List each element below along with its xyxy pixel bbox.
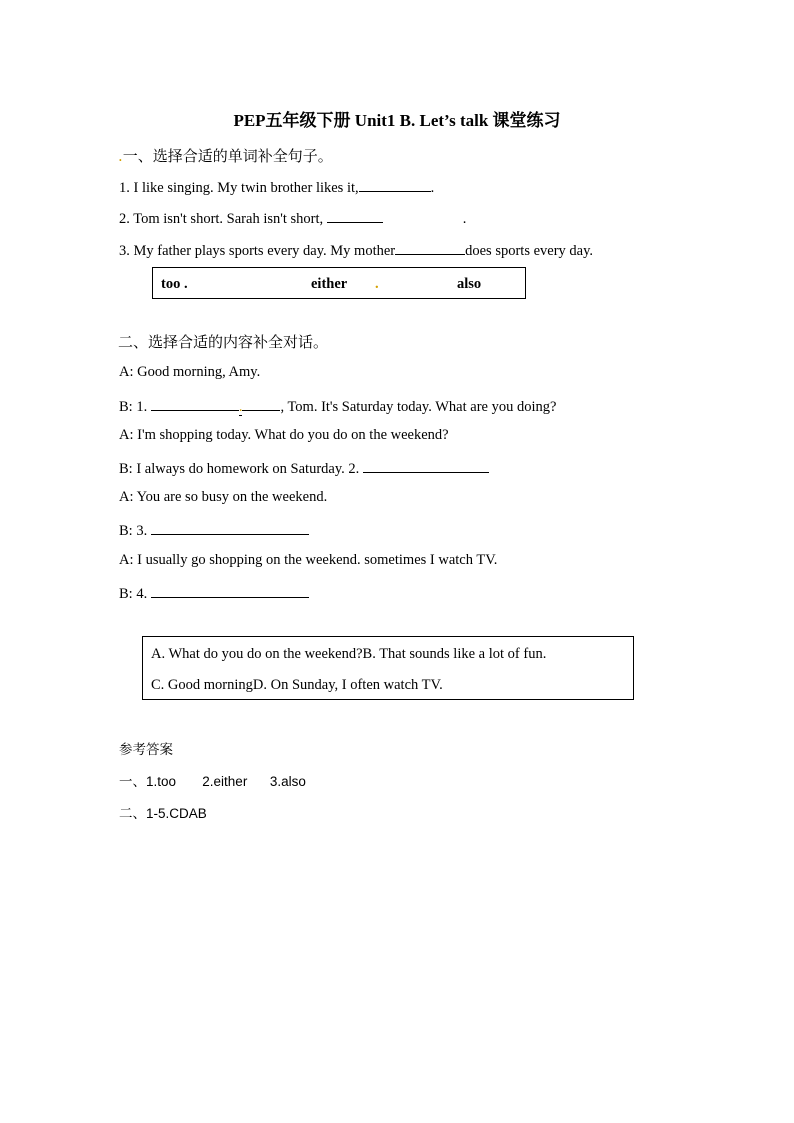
answers-line-2-text: 1-5.CDAB	[146, 806, 207, 821]
mark-dot: .	[118, 147, 123, 165]
dialogue-line-8-text: B: 4.	[119, 586, 151, 602]
answers-line-1-prefix: 一、	[119, 774, 146, 790]
dialogue-line-6-text: B: 3.	[119, 523, 151, 539]
answers-line-1-text: 1.too 2.either 3.also	[146, 774, 306, 789]
mark-dot: .	[238, 399, 243, 415]
dialogue-line-6	[119, 520, 309, 540]
answer-blank[interactable]	[151, 396, 239, 411]
question-1-end: .	[430, 180, 435, 196]
answer-blank[interactable]	[359, 177, 431, 192]
question-2-end: .	[462, 211, 467, 227]
question-2-text: 2. Tom isn't short. Sarah isn't short,	[119, 211, 327, 227]
section2-heading: 二、选择合适的内容补全对话。	[118, 333, 329, 351]
dialogue-line-4-text: B: I always do homework on Saturday. 2.	[119, 461, 363, 477]
question-3-text: 3. My father plays sports every day. My mother	[119, 243, 396, 259]
section1-heading	[118, 145, 333, 166]
answer-blank[interactable]	[242, 396, 280, 411]
answer-blank[interactable]	[151, 583, 309, 598]
mark-dot: .	[375, 276, 379, 292]
question-2	[119, 208, 466, 228]
dialogue-line-1: A: Good morning, Amy.	[119, 364, 261, 380]
dialogue-line-2-end: , Tom. It's Saturday today. What are you doing?	[280, 399, 557, 415]
answers-line-2	[119, 802, 207, 822]
options-row-1: A. What do you do on the weekend?B. That sounds like a lot of fun.	[151, 646, 547, 662]
dialogue-line-3: A: I'm shopping today. What do you do on the weekend?	[119, 427, 449, 443]
answers-line-2-prefix: 二、	[119, 806, 146, 822]
answers-line-1	[119, 770, 306, 790]
answer-blank[interactable]	[151, 520, 309, 535]
answer-blank[interactable]	[395, 240, 465, 255]
word-option-either: either	[311, 276, 348, 292]
question-1-text: 1. I like singing. My twin brother likes it,	[119, 180, 359, 196]
dialogue-line-4	[119, 458, 489, 478]
dialogue-line-7: A: I usually go shopping on the weekend. sometimes I watch TV.	[119, 552, 498, 568]
dialogue-line-2-start: B: 1.	[119, 399, 151, 415]
question-3-text-end: does sports every day.	[465, 243, 594, 259]
question-3	[119, 240, 593, 260]
answers-heading: 参考答案	[119, 742, 173, 758]
page-title: PEP五年级下册 Unit1 B. Let’s talk 课堂练习	[233, 111, 561, 130]
word-bank	[152, 267, 526, 299]
options-row-2: C. Good morningD. On Sunday, I often watch TV.	[151, 677, 443, 693]
word-option-also: also	[457, 276, 482, 292]
dialogue-line-2	[119, 396, 556, 416]
dialogue-line-8	[119, 583, 309, 603]
answer-blank[interactable]	[363, 458, 489, 473]
section1-heading-text: 一、选择合适的单词补全句子。	[122, 147, 333, 165]
dialogue-line-5: A: You are so busy on the weekend.	[119, 489, 328, 505]
answer-blank[interactable]	[327, 208, 383, 223]
question-1	[119, 177, 434, 197]
options-box	[142, 636, 634, 700]
word-option-too: too .	[161, 276, 188, 292]
